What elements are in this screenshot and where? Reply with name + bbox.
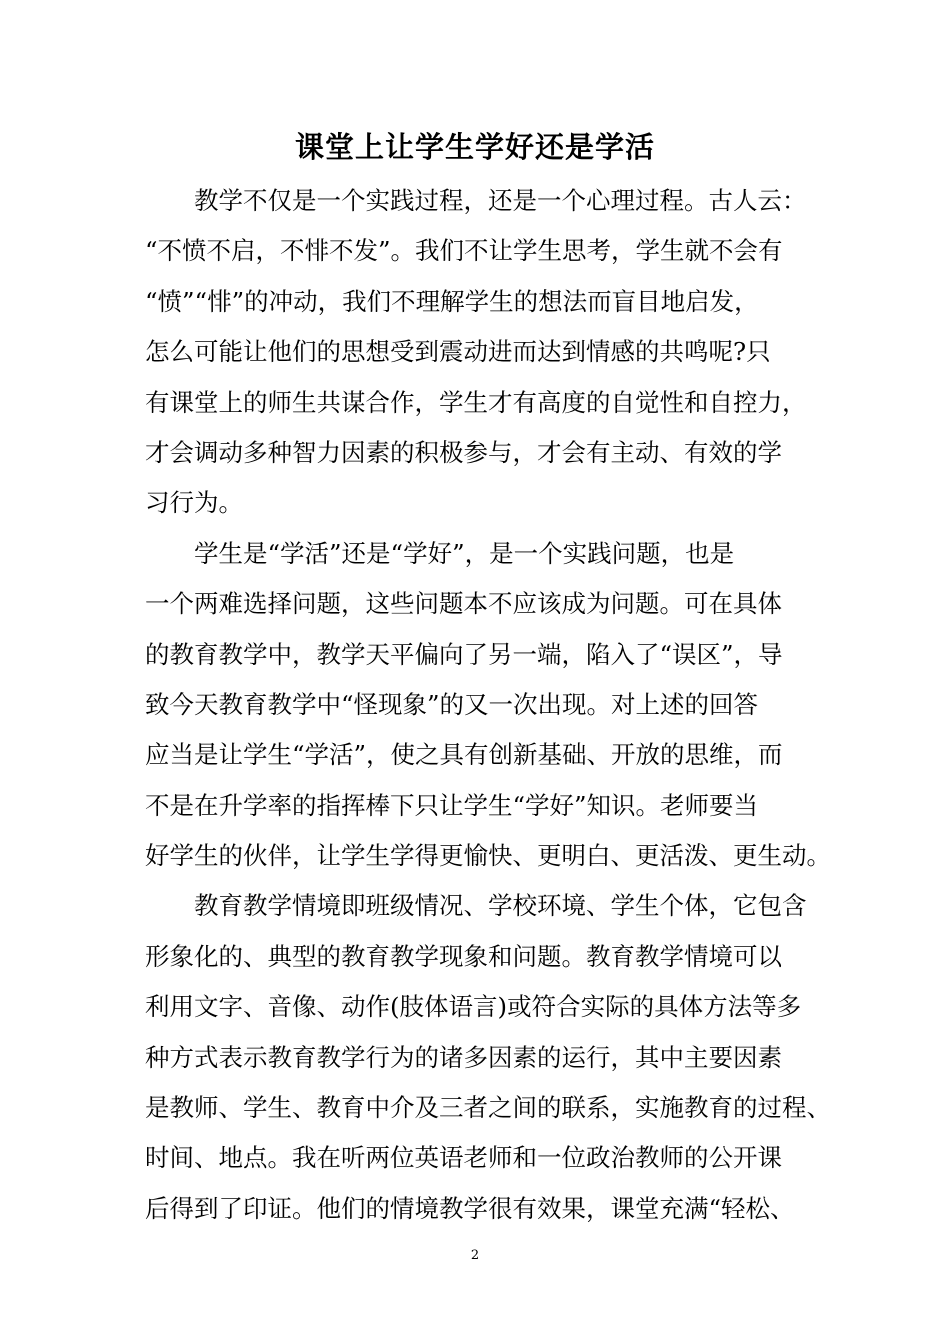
text-line: 学生是“学活”还是“学好”，是一个实践问题，也是 [194,538,735,568]
text-line: 致今天教育教学中“怪现象”的又一次出现。对上述的回答 [145,689,759,719]
text-line: 形象化的、典型的教育教学现象和问题。教育教学情境可以 [145,941,782,971]
text-line: 的教育教学中，教学天平偏向了另一端，陷入了“误区”，导 [145,639,783,669]
document-title: 课堂上让学生学好还是学活 [294,130,655,164]
text-line: 时间、地点。我在听两位英语老师和一位政治教师的公开课 [145,1143,782,1173]
text-line: 应当是让学生“学活”，使之具有创新基础、开放的思维，而 [145,740,783,770]
text-line: 才会调动多种智力因素的积极参与，才会有主动、有效的学 [145,437,782,467]
text-line: “不愤不启，不悱不发”。我们不让学生思考，学生就不会有 [145,236,783,266]
text-line: 是教师、学生、教育中介及三者之间的联系，实施教育的过程、 [145,1093,831,1123]
text-line: “愤”“悱”的冲动，我们不理解学生的想法而盲目地启发， [145,286,759,316]
text-line: 习行为。 [145,488,243,518]
text-line: 后得到了印证。他们的情境教学很有效果，课堂充满“轻松、 [145,1193,795,1223]
text-line: 利用文字、音像、动作(肢体语言)或符合实际的具体方法等多 [145,992,802,1022]
text-line: 不是在升学率的指挥棒下只让学生“学好”知识。老师要当 [145,790,759,820]
text-line: 好学生的伙伴，让学生学得更愉快、更明白、更活泼、更生动。 [145,841,831,871]
text-line: 有课堂上的师生共谋合作，学生才有高度的自觉性和自控力， [145,387,807,417]
text-line: 怎么可能让他们的思想受到震动进而达到情感的共鸣呢?只 [145,337,771,367]
document-body [145,176,835,1234]
text-line: 教学不仅是一个实践过程，还是一个心理过程。古人云： [194,186,807,215]
text-line: 教育教学情境即班级情况、学校环境、学生个体，它包含 [194,891,807,921]
page-number: 2 [470,1248,480,1263]
text-line: 种方式表示教育教学行为的诸多因素的运行，其中主要因素 [145,1042,782,1072]
text-line: 一个两难选择问题，这些问题本不应该成为问题。可在具体 [145,589,782,619]
